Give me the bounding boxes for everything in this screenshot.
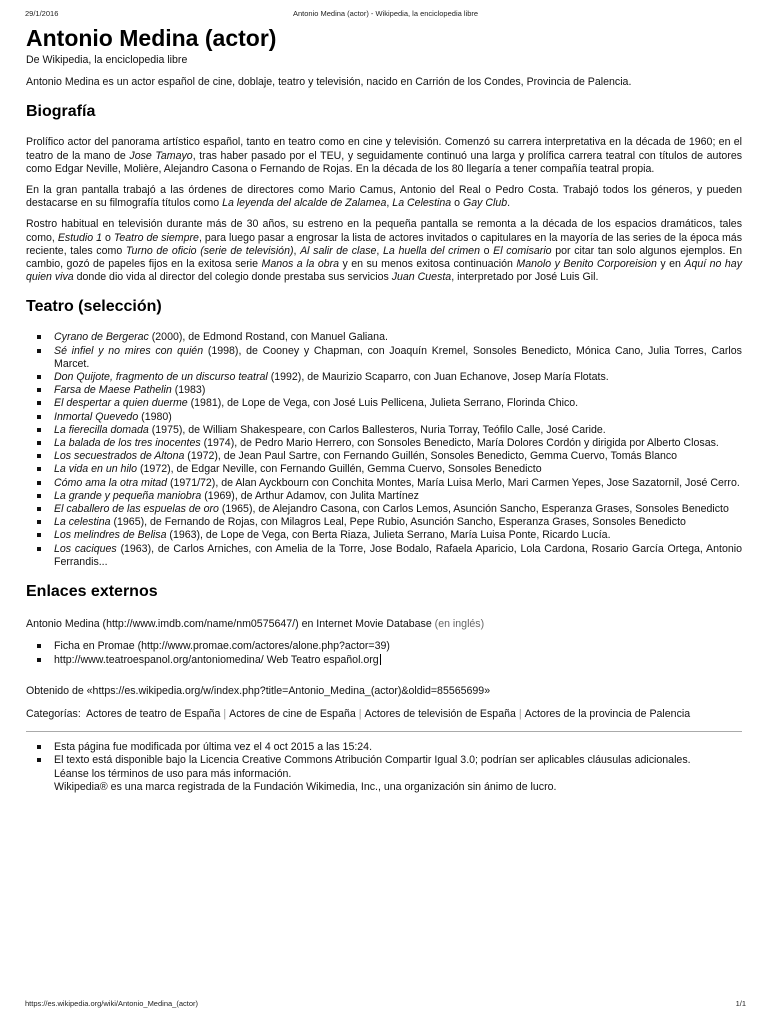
category-link[interactable]: Actores de televisión de España — [364, 707, 516, 720]
site-tagline: De Wikipedia, la enciclopedia libre — [26, 54, 188, 66]
category-separator: | — [358, 707, 362, 720]
link-estudio-1[interactable]: Estudio 1 — [57, 231, 103, 244]
play-title-link[interactable]: Los caciques — [54, 542, 117, 555]
list-item: Don Quijote, fragmento de un discurso teatral (1992), de Maurizio Scaparro, con Juan Echanove, Josep María Flotats. — [54, 371, 742, 384]
play-title-link[interactable]: El despertar a quien duerme — [54, 397, 188, 410]
list-item: Los secuestrados de Altona (1972), de Jean Paul Sartre, con Fernando Guillén, Sonsoles Benedicto, Gemma Cuervo, Tomás Blanco — [54, 450, 742, 463]
category-separator: | — [518, 707, 522, 720]
play-title-link[interactable]: Cómo ama la otra mitad — [54, 476, 168, 489]
category-link[interactable]: Actores de teatro de España — [86, 707, 221, 720]
link-la-huella-del-crimen[interactable]: La huella del crimen — [383, 244, 480, 257]
link-al-salir-de-clase[interactable]: Al salir de clase — [300, 244, 377, 257]
imdb-link[interactable]: Antonio Medina (http://www.imdb.com/name/nm0575647/) en Internet Movie Database — [26, 618, 435, 631]
link-film-gay-club[interactable]: Gay Club — [462, 197, 508, 210]
biografia-paragraph-3: Rostro habitual en televisión durante más de 30 años, su estreno en la pequeña pantalla se remonta a la década de los espacios dramáticos, tales como, Estudio 1 o Teatro de siempre, para luego pasar a engrosar la lista de actores invitados o capitulares en la mayoría de las series de la época más reciente, tales como Turno de oficio (serie de televisión), Al salir de clase, La huella del crimen o El comisario por citar tan solo algunos ejemplos. En cambio, gozó de papeles fijos en la exitosa serie Manos a la obra y en su menos exitosa continuación Manolo y Benito Corporeision y en Aquí no hay quien viva donde dio vida al director del colegio donde prestaba sus servicios Juan Cuesta, interpretado por José Luis Gil. — [26, 218, 743, 284]
biografia-paragraph-2: En la gran pantalla trabajó a las órdenes de directores como Mario Camus, Antonio del Real o Pedro Costa. Trabajó todos los géneros, y pueden destacarse en su filmografía títulos como La leyenda del alcalde de Zalamea, La Celestina o Gay Club. — [26, 184, 742, 210]
link-teatro-de-siempre[interactable]: Teatro de siempre — [113, 231, 199, 244]
print-footer — [25, 999, 746, 1011]
link-manolo-y-benito[interactable]: Manolo y Benito Corporeision — [516, 258, 657, 271]
link-el-comisario[interactable]: El comisario — [493, 244, 552, 257]
section-heading-enlaces: Enlaces externos — [26, 583, 158, 601]
categories-bar — [26, 708, 742, 721]
section-heading-biografia: Biografía — [26, 103, 96, 121]
category-link[interactable]: Actores de cine de España — [229, 707, 356, 720]
list-item: Farsa de Maese Pathelin (1983) — [54, 384, 742, 397]
article-page — [26, 24, 742, 804]
list-item — [54, 654, 742, 667]
intro-paragraph: Antonio Medina es un actor español de cine, doblaje, teatro y televisión, nacido en Carrión de los Condes, Provincia de Palencia. — [26, 76, 632, 89]
list-item: Los caciques (1963), de Carlos Arniches, con Amelia de la Torre, Jose Bodalo, Rafaela Aparicio, Lola Cardona, Rosario García Ortega, Antonio Ferrandis... — [54, 542, 742, 568]
link-jose-tamayo[interactable]: Jose Tamayo — [129, 149, 193, 162]
link-turno-de-oficio[interactable]: Turno de oficio (serie de televisión) — [125, 244, 294, 257]
play-title-link[interactable]: Farsa de Maese Pathelin — [54, 384, 172, 397]
play-title-link[interactable]: Sé infiel y no mires con quién — [54, 344, 204, 357]
categories-label: Categorías: — [26, 707, 81, 720]
list-item: El caballero de las espuelas de oro (1965), de Alejandro Casona, con Carlos Lemos, Asunción Sancho, Esperanza Grases, Sonsoles Benedicto — [54, 503, 742, 516]
play-title-link[interactable]: Cyrano de Bergerac — [54, 331, 149, 344]
section-heading-teatro: Teatro (selección) — [26, 298, 162, 316]
promae-link[interactable]: Ficha en Promae (http://www.promae.com/actores/alone.php?actor=39) — [54, 640, 390, 653]
link-film-zalamea[interactable]: La leyenda del alcalde de Zalamea — [222, 197, 387, 210]
link-aqui-no-hay-quien-viva[interactable]: Aquí no hay quien viva — [26, 258, 742, 284]
language-note: (en inglés) — [434, 618, 485, 631]
list-item: La fierecilla domada (1975), de William Shakespeare, con Carlos Ballesteros, Nuria Torray, Teófilo Calle, José Caride. — [54, 424, 742, 437]
link-film-celestina[interactable]: La Celestina — [392, 197, 452, 210]
last-modified-note: Esta página fue modificada por última vez el 4 oct 2015 a las 15:24. — [54, 741, 742, 754]
play-title-link[interactable]: Los melindres de Belisa — [54, 529, 167, 542]
list-item: Sé infiel y no mires con quién (1998), de Cooney y Chapman, con Joaquín Kremel, Sonsoles Benedicto, Mónica Cano, Julia Torres, Carlos Marcet. — [54, 344, 742, 370]
print-page-number: 1/1 — [735, 999, 746, 1008]
print-url: https://es.wikipedia.org/wiki/Antonio_Medina_(actor) — [25, 999, 199, 1008]
teatro-list — [26, 331, 742, 569]
retrieved-from-line: Obtenido de «https://es.wikipedia.org/w/index.php?title=Antonio_Medina_(actor)&oldid=85565699» — [26, 684, 491, 697]
play-title-link[interactable]: Los secuestrados de Altona — [54, 450, 185, 463]
list-item — [54, 640, 742, 653]
list-item: El despertar a quien duerme (1981), de Lope de Vega, con José Luis Pellicena, Julieta Serrano, Florinda Chico. — [54, 397, 742, 410]
page-footer-list — [26, 741, 742, 794]
list-item: La grande y pequeña maniobra (1969), de Arthur Adamov, con Julita Martínez — [54, 490, 742, 503]
list-item: Los melindres de Belisa (1963), de Lope de Vega, con Berta Riaza, Julieta Serrano, María Luisa Ponte, Ricardo Lucía. — [54, 529, 742, 542]
teatroespanol-link[interactable]: http://www.teatroespanol.org/antoniomedina/ Web Teatro español.org — [54, 653, 379, 666]
print-page-title: Antonio Medina (actor) - Wikipedia, la enciclopedia libre — [292, 9, 479, 18]
article-title: Antonio Medina (actor) — [26, 25, 277, 51]
text-cursor — [380, 654, 381, 665]
link-juan-cuesta[interactable]: Juan Cuesta — [391, 271, 452, 284]
list-item: Cyrano de Bergerac (2000), de Edmond Rostand, con Manuel Galiana. — [54, 331, 742, 344]
footer-divider — [26, 731, 742, 732]
play-title-link[interactable]: La balada de los tres inocentes — [54, 437, 201, 450]
play-title-link[interactable]: La grande y pequeña maniobra — [54, 489, 202, 502]
link-manos-a-la-obra[interactable]: Manos a la obra — [261, 258, 340, 271]
category-separator: | — [223, 707, 227, 720]
print-header — [25, 9, 746, 21]
biografia-paragraph-1: Prolífico actor del panorama artístico español, tanto en teatro como en cine y televisión. Comenzó su carrera interpretativa en la década de 1960; en el teatro de la mano de Jose Tamayo, tras haber pasado por el TEU, y seguidamente continuó una larga y prolífica carrera teatral con títulos de autores como Edgar Neville, Molière, Alejandro Casona o Fernando de Rojas. En la década de los 80 llegaría a tener compañía teatral propia. — [26, 136, 743, 175]
print-date: 29/1/2016 — [25, 9, 59, 18]
list-item: La vida en un hilo (1972), de Edgar Neville, con Fernando Guillén, Gemma Cuervo, Sonsoles Benedicto — [54, 463, 742, 476]
category-link[interactable]: Actores de la provincia de Palencia — [524, 707, 691, 720]
list-item: Cómo ama la otra mitad (1971/72), de Alan Ayckbourn con Conchita Montes, María Luisa Merlo, Mari Carmen Yepes, Jose Sazatornil, José Cerro. — [54, 477, 742, 490]
trademark-note: Wikipedia® es una marca registrada de la Fundación Wikimedia, Inc., una organización sin ánimo de lucro. — [54, 780, 557, 793]
external-links-list — [26, 640, 742, 666]
play-title-link[interactable]: La fierecilla domada — [54, 423, 149, 436]
list-item: La balada de los tres inocentes (1974), de Pedro Mario Herrero, con Sonsoles Benedicto, María Dolores Cordón y dirigida por Alberto Closas. — [54, 437, 742, 450]
terms-note: Léanse los términos de uso para más información. — [54, 767, 292, 780]
imdb-link-line — [26, 618, 742, 631]
license-note: El texto está disponible bajo la Licencia Creative Commons Atribución Compartir Igual 3.0; podrían ser aplicables cláusulas adicionales. — [54, 754, 742, 767]
play-title-link[interactable]: El caballero de las espuelas de oro — [54, 503, 219, 516]
play-title-link[interactable]: La vida en un hilo — [54, 463, 138, 476]
list-item: Inmortal Quevedo (1980) — [54, 411, 742, 424]
list-item: La celestina (1965), de Fernando de Rojas, con Milagros Leal, Pepe Rubio, Asunción Sancho, Esperanza Grases, Sonsoles Benedicto — [54, 516, 742, 529]
play-title-link[interactable]: Don Quijote, fragmento de un discurso teatral — [54, 371, 268, 384]
play-title-link[interactable]: La celestina — [54, 516, 111, 529]
play-title-link[interactable]: Inmortal Quevedo — [54, 410, 139, 423]
